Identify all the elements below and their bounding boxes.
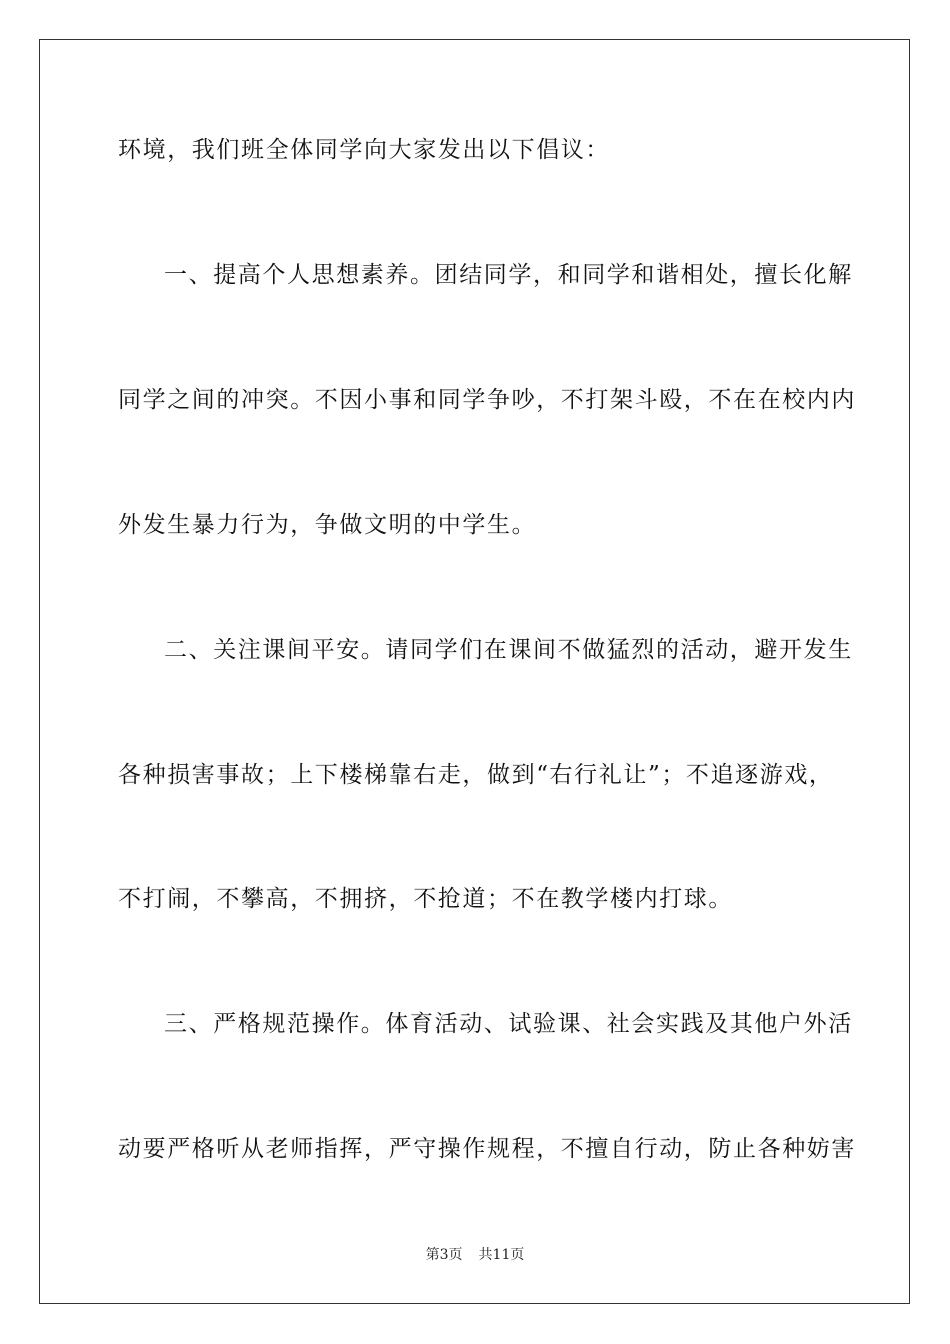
paragraph-3-line-2: 动要严格听从老师指挥，严守操作规程，不擅自行动，防止各种妨害 <box>118 1136 856 1162</box>
paragraph-3-line-1: 三、严格规范操作。体育活动、试验课、社会实践及其他户外活 <box>164 1011 853 1037</box>
paragraph-2-line-1: 二、关注课间平安。请同学们在课间不做猛烈的活动，避开发生 <box>164 637 853 663</box>
paragraph-2-line-2: 各种损害事故；上下楼梯靠右走，做到“右行礼让”；不追逐游戏， <box>118 762 834 788</box>
paragraph-1-line-2: 同学之间的冲突。不因小事和同学争吵，不打架斗殴，不在在校内内 <box>118 387 856 413</box>
page-number: 第3页 <box>425 1247 463 1263</box>
page-footer <box>0 1246 950 1264</box>
total-pages: 共11页 <box>478 1247 525 1263</box>
text-line-1: 环境，我们班全体同学向大家发出以下倡议： <box>118 137 610 163</box>
paragraph-2-line-3: 不打闹，不攀高，不拥挤，不抢道；不在教学楼内打球。 <box>118 886 733 912</box>
paragraph-1-line-3: 外发生暴力行为，争做文明的中学生。 <box>118 512 537 538</box>
paragraph-1-line-1: 一、提高个人思想素养。团结同学，和同学和谐相处，擅长化解 <box>164 262 853 288</box>
page-border <box>39 39 910 1304</box>
